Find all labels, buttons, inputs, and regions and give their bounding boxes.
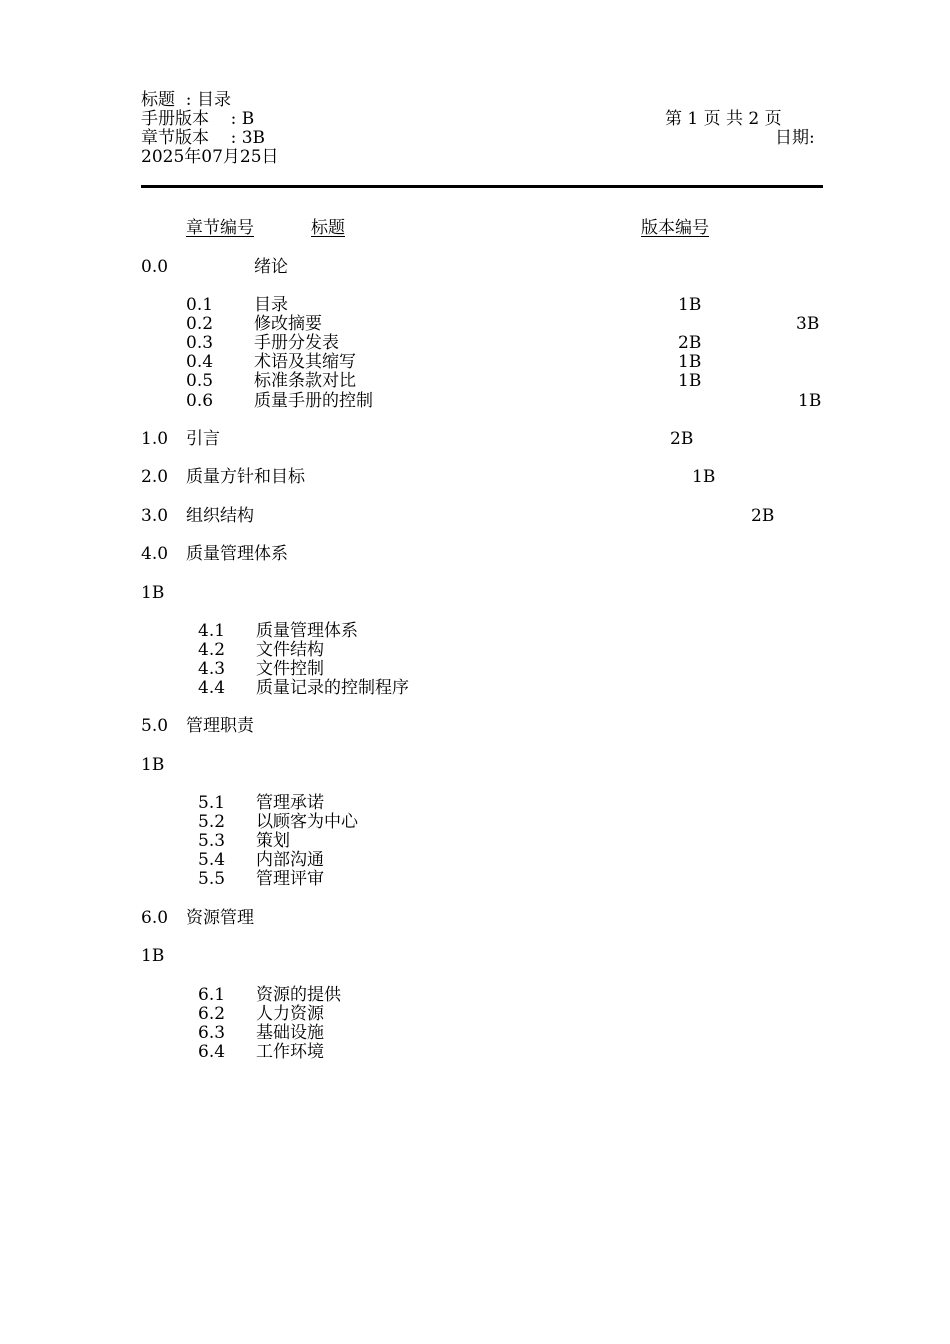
toc-title: 质量管理体系: [186, 544, 288, 564]
toc-num: 5.5: [198, 869, 226, 889]
column-header-title: 标题: [311, 218, 345, 238]
toc-num: 5.0: [141, 716, 169, 736]
toc-num: 6.1: [198, 985, 226, 1005]
date-line: 2025年07月25日: [141, 147, 279, 167]
toc-title: 文件控制: [256, 659, 324, 679]
toc-num: 5.1: [198, 793, 226, 813]
toc-num: 6.0: [141, 908, 169, 928]
toc-title: 内部沟通: [256, 850, 324, 870]
toc-num: 0.2: [186, 314, 214, 334]
chapter-version-line: 章节版本 : 3B: [141, 128, 266, 148]
toc-title: 目录: [254, 295, 288, 315]
column-header-version-no: 版本编号: [641, 218, 709, 238]
column-header-section-no: 章节编号: [186, 218, 254, 238]
toc-title: 质量手册的控制: [254, 391, 373, 411]
toc-title: 绪论: [254, 257, 288, 277]
toc-num: 0.3: [186, 333, 214, 353]
toc-title: 组织结构: [186, 506, 254, 526]
toc-num: 1.0: [141, 429, 169, 449]
toc-version: 1B: [678, 371, 702, 391]
toc-title: 管理评审: [256, 869, 324, 889]
toc-version: 1B: [798, 391, 822, 411]
toc-title: 以顾客为中心: [256, 812, 358, 832]
header-divider: [141, 185, 823, 188]
toc-title: 文件结构: [256, 640, 324, 660]
toc-version: 2B: [670, 429, 694, 449]
toc-version: 1B: [678, 295, 702, 315]
toc-num: 4.1: [198, 621, 226, 641]
toc-num: 2.0: [141, 467, 169, 487]
toc-num: 5.3: [198, 831, 226, 851]
toc-version: 2B: [751, 506, 775, 526]
toc-version: 1B: [692, 467, 716, 487]
toc-title: 质量管理体系: [256, 621, 358, 641]
toc-title: 工作环境: [256, 1042, 324, 1062]
toc-num: 5.2: [198, 812, 226, 832]
toc-version: 3B: [796, 314, 820, 334]
page-info: 第 1 页 共 2 页: [665, 109, 782, 129]
toc-title: 术语及其缩写: [254, 352, 356, 372]
toc-title: 管理职责: [186, 716, 254, 736]
toc-num: 4.3: [198, 659, 226, 679]
toc-version: 1B: [141, 583, 165, 603]
toc-title: 人力资源: [256, 1004, 324, 1024]
toc-title: 策划: [256, 831, 290, 851]
toc-version: 1B: [141, 946, 165, 966]
toc-title: 管理承诺: [256, 793, 324, 813]
toc-version: 2B: [678, 333, 702, 353]
toc-title: 资源的提供: [256, 985, 341, 1005]
toc-num: 4.4: [198, 678, 226, 698]
toc-title: 质量记录的控制程序: [256, 678, 409, 698]
toc-version: 1B: [141, 755, 165, 775]
manual-version-line: 手册版本 : B: [141, 109, 255, 129]
toc-num: 0.0: [141, 257, 169, 277]
toc-num: 4.0: [141, 544, 169, 564]
toc-num: 0.5: [186, 371, 214, 391]
toc-title: 标准条款对比: [254, 371, 356, 391]
toc-version: 1B: [678, 352, 702, 372]
date-label: 日期:: [775, 128, 815, 148]
toc-title: 基础设施: [256, 1023, 324, 1043]
toc-title: 资源管理: [186, 908, 254, 928]
toc-num: 0.1: [186, 295, 214, 315]
toc-num: 4.2: [198, 640, 226, 660]
toc-num: 3.0: [141, 506, 169, 526]
toc-num: 6.2: [198, 1004, 226, 1024]
toc-title: 修改摘要: [254, 314, 322, 334]
toc-num: 5.4: [198, 850, 226, 870]
toc-num: 0.4: [186, 352, 214, 372]
toc-title: 质量方针和目标: [186, 467, 305, 487]
toc-title: 手册分发表: [254, 333, 339, 353]
doc-title-line: 标题 : 目录: [141, 90, 231, 110]
toc-num: 0.6: [186, 391, 214, 411]
toc-num: 6.4: [198, 1042, 226, 1062]
toc-title: 引言: [186, 429, 220, 449]
toc-num: 6.3: [198, 1023, 226, 1043]
